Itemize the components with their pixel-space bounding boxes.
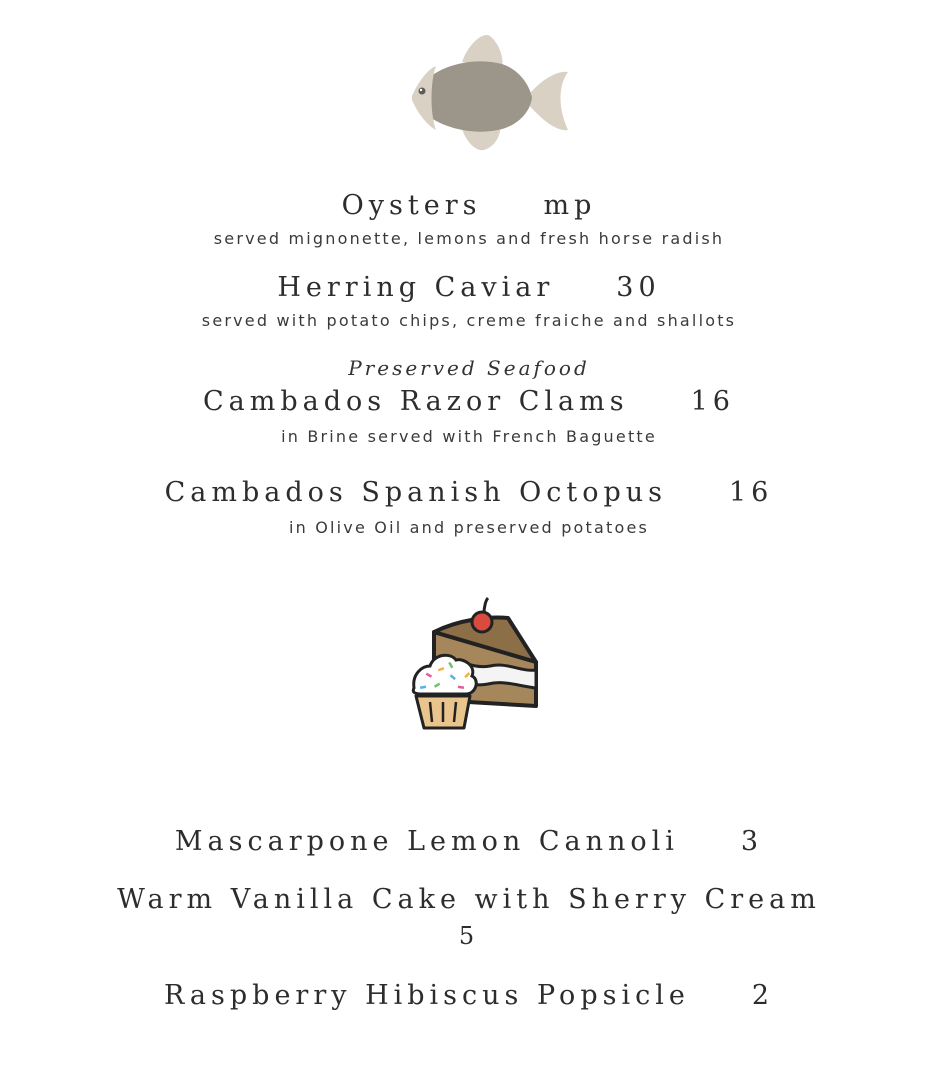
item-name: Mascarpone Lemon Cannoli — [174, 826, 679, 857]
item-price: mp — [543, 190, 597, 221]
item-description: served with potato chips, creme fraiche and shallots — [201, 311, 737, 330]
menu-item-raspberry-popsicle — [0, 980, 938, 1011]
item-price: 16 — [690, 386, 735, 417]
item-name: Warm Vanilla Cake with Sherry Cream — [117, 884, 821, 915]
section-heading-preserved-seafood: Preserved Seafood — [348, 356, 590, 380]
item-name: Cambados Razor Clams — [203, 386, 629, 417]
menu-item-herring-caviar — [0, 272, 938, 303]
fish-icon — [390, 30, 572, 158]
menu-item-vanilla-cake — [0, 884, 938, 915]
item-price: 3 — [740, 826, 764, 857]
menu-item-lemon-cannoli — [0, 826, 938, 857]
item-price: 16 — [728, 477, 774, 508]
item-price: 2 — [751, 980, 775, 1011]
item-description: in Brine served with French Baguette — [281, 427, 657, 446]
item-price: 5 — [458, 922, 480, 950]
item-name: Herring Caviar — [277, 272, 555, 303]
menu-item-razor-clams — [0, 386, 938, 417]
item-description: in Olive Oil and preserved potatoes — [288, 518, 650, 537]
cake-and-cupcake-icon — [408, 596, 544, 736]
menu-item-oysters — [0, 190, 938, 221]
item-name: Cambados Spanish Octopus — [164, 477, 667, 508]
item-name: Raspberry Hibiscus Popsicle — [163, 980, 690, 1011]
menu-item-spanish-octopus — [0, 477, 938, 508]
item-name: Oysters — [341, 190, 482, 221]
item-description: served mignonette, lemons and fresh horse radish — [213, 229, 725, 248]
item-price: 30 — [616, 272, 661, 303]
